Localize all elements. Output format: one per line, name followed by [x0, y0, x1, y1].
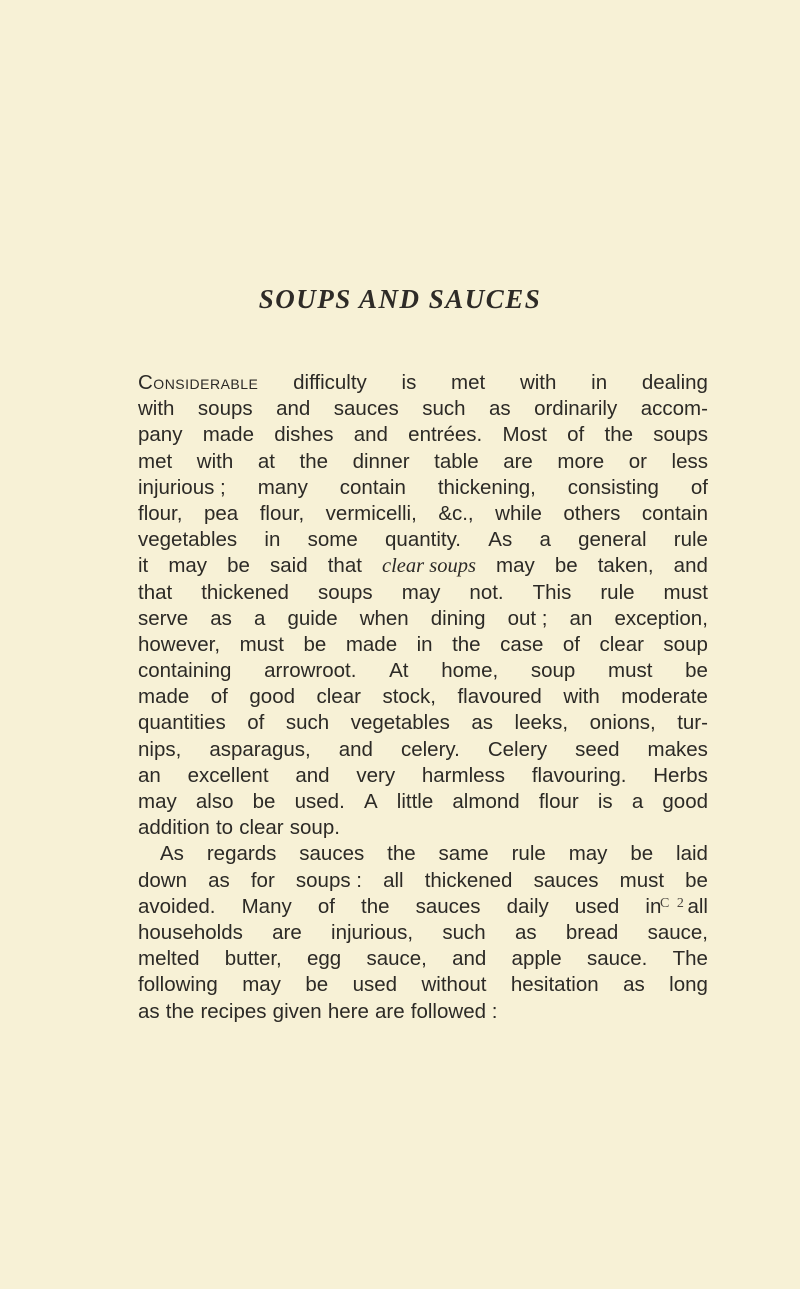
- word: vegetables: [138, 528, 238, 552]
- word: when: [359, 606, 409, 630]
- word: arrowroot.: [264, 659, 357, 683]
- word: Celery: [487, 737, 548, 761]
- word: as: [208, 868, 230, 892]
- word: such: [285, 711, 330, 735]
- word: pea: [203, 501, 239, 525]
- word: sauces: [415, 894, 481, 918]
- text-line: [138, 475, 708, 501]
- word: clear: [599, 632, 644, 656]
- paragraph-soups: [138, 370, 708, 841]
- word: This: [532, 580, 572, 604]
- word: onions,: [589, 711, 656, 735]
- word: very: [356, 763, 396, 787]
- word: flavoured: [457, 685, 542, 709]
- word: soups: [197, 397, 253, 421]
- word: soups: [653, 423, 708, 447]
- word: an: [138, 763, 161, 787]
- word: as: [623, 973, 645, 997]
- word: regards: [206, 842, 277, 866]
- body-text: [138, 370, 708, 1025]
- word: with: [138, 397, 175, 421]
- word: leeks,: [514, 711, 569, 735]
- word: be: [227, 554, 250, 578]
- word: be: [305, 973, 329, 997]
- text-line: [138, 972, 708, 998]
- word: it: [138, 554, 149, 578]
- text-line: [138, 920, 708, 946]
- word: be: [303, 632, 327, 656]
- word: are: [375, 999, 405, 1023]
- word: sauce,: [366, 947, 427, 971]
- word: flour,: [259, 501, 305, 525]
- word: egg: [307, 947, 342, 971]
- word: as: [488, 397, 511, 421]
- word: entrées.: [408, 423, 483, 447]
- word: as: [138, 999, 160, 1023]
- word: butter,: [224, 947, 282, 971]
- word: be: [554, 554, 578, 578]
- word: home,: [441, 659, 499, 683]
- word: At: [389, 659, 409, 683]
- word: a: [631, 790, 644, 813]
- word: celery.: [400, 737, 460, 761]
- text-line: [138, 396, 708, 422]
- page-title: SOUPS AND SAUCES: [258, 284, 542, 314]
- word: be: [252, 790, 276, 813]
- word: given: [272, 999, 322, 1023]
- text-line: [138, 580, 708, 606]
- word: may: [242, 973, 281, 997]
- word: flour,: [138, 501, 183, 525]
- word: following: [138, 973, 218, 997]
- word: may: [168, 554, 208, 578]
- word: addition: [138, 816, 210, 840]
- word: may: [401, 580, 441, 604]
- word: used: [574, 894, 620, 918]
- word: rule: [600, 580, 635, 604]
- word: in: [416, 632, 433, 656]
- word: soup.: [289, 816, 340, 840]
- text-line: [138, 632, 708, 658]
- text-line: [138, 658, 708, 684]
- word: Considerable: [138, 371, 259, 394]
- word: soup: [530, 659, 576, 683]
- word: of: [210, 685, 228, 709]
- word: apple: [511, 947, 562, 971]
- word: accom-: [640, 397, 708, 421]
- word: to: [215, 816, 234, 840]
- word: guide: [287, 606, 338, 630]
- text-line: [138, 868, 708, 894]
- word: some: [307, 528, 358, 552]
- word: thickened: [201, 580, 289, 604]
- word: clear soups: [382, 555, 476, 578]
- word: a: [539, 528, 551, 552]
- word: others: [563, 501, 621, 525]
- word: soups :: [295, 868, 362, 892]
- word: soups: [317, 580, 373, 604]
- word: general: [578, 528, 647, 552]
- word: ordinarily: [534, 397, 618, 421]
- word: more: [557, 449, 605, 473]
- word: dishes: [274, 423, 334, 447]
- word: seed: [575, 737, 620, 761]
- word: and: [276, 397, 311, 421]
- word: made: [202, 423, 254, 447]
- text-line: [138, 527, 708, 553]
- word: that: [327, 554, 362, 578]
- word: the: [299, 449, 328, 473]
- text-line: [138, 370, 708, 396]
- word: however,: [138, 632, 221, 656]
- word: in: [264, 528, 281, 552]
- word: met: [451, 371, 486, 394]
- paragraph-sauces: [138, 841, 708, 1024]
- word: recipes: [200, 999, 267, 1023]
- word: As: [488, 528, 513, 552]
- word: the: [452, 632, 481, 656]
- text-line: [138, 841, 708, 867]
- word: that: [138, 580, 173, 604]
- word: must: [619, 868, 665, 892]
- word: used: [352, 973, 398, 997]
- word: may: [138, 790, 177, 813]
- word: long: [669, 973, 708, 997]
- word: be: [630, 842, 654, 866]
- word: be: [685, 659, 708, 683]
- word: Many: [241, 894, 292, 918]
- text-line: [138, 501, 708, 527]
- word: sauces: [299, 842, 365, 866]
- word: soup: [663, 632, 708, 656]
- text-line: [138, 815, 708, 841]
- word: harmless: [421, 763, 506, 787]
- word: dealing: [641, 371, 708, 394]
- word: melted: [138, 947, 200, 971]
- word: hesitation: [510, 973, 599, 997]
- word: injurious,: [331, 920, 414, 944]
- word: sauce.: [586, 947, 648, 971]
- word: dinner: [352, 449, 410, 473]
- word: flavouring.: [531, 763, 627, 787]
- text-line: [138, 789, 708, 815]
- word: of: [690, 475, 708, 499]
- word: rule: [673, 528, 708, 552]
- word: sauces: [333, 397, 399, 421]
- word: tur-: [677, 711, 708, 735]
- text-line: [138, 999, 708, 1025]
- word: and: [338, 737, 373, 761]
- word: and: [353, 423, 388, 447]
- word: or: [628, 449, 647, 473]
- word: the: [361, 894, 390, 918]
- word: the: [165, 999, 195, 1023]
- text-line: [138, 606, 708, 632]
- word: Herbs: [653, 763, 708, 787]
- word: moderate: [621, 685, 708, 709]
- word: must: [608, 659, 653, 683]
- word: serve: [138, 606, 189, 630]
- word: flour: [538, 790, 579, 813]
- word: must: [663, 580, 708, 604]
- word: not.: [469, 580, 504, 604]
- word: sauce,: [647, 920, 708, 944]
- word: quantity.: [385, 528, 462, 552]
- text-line: [138, 894, 708, 920]
- word: less: [671, 449, 708, 473]
- word: of: [317, 894, 335, 918]
- word: be: [685, 868, 708, 892]
- word: all: [687, 894, 708, 918]
- word: sauces: [533, 868, 599, 892]
- word: consisting: [567, 475, 659, 499]
- word: many: [257, 475, 308, 499]
- word: clear: [239, 816, 284, 840]
- word: met: [138, 449, 173, 473]
- word: stock,: [382, 685, 436, 709]
- word: are: [272, 920, 302, 944]
- word: made: [138, 685, 190, 709]
- word: Most: [502, 423, 547, 447]
- text-line: [138, 946, 708, 972]
- word: and: [673, 554, 708, 578]
- word: are: [503, 449, 533, 473]
- word: also: [195, 790, 234, 813]
- signature-mark: C 2: [660, 896, 686, 911]
- word: is: [401, 371, 417, 394]
- word: contain: [339, 475, 406, 499]
- word: almond: [452, 790, 520, 813]
- word: dining: [430, 606, 486, 630]
- word: vermicelli,: [325, 501, 417, 525]
- word: quantities: [138, 711, 226, 735]
- word: of: [247, 711, 265, 735]
- word: daily: [506, 894, 549, 918]
- word: must: [239, 632, 284, 656]
- word: is: [597, 790, 613, 813]
- word: laid: [676, 842, 708, 866]
- word: The: [672, 947, 708, 971]
- word: may: [496, 554, 535, 578]
- text-line: [138, 737, 708, 763]
- word: clear: [316, 685, 361, 709]
- word: asparagus,: [209, 737, 311, 761]
- word: with: [563, 685, 600, 709]
- word: taken,: [597, 554, 654, 578]
- word: the: [387, 842, 416, 866]
- word: for: [250, 868, 275, 892]
- word: of: [562, 632, 580, 656]
- word: with: [519, 371, 557, 394]
- word: rule: [511, 842, 546, 866]
- word: households: [138, 920, 243, 944]
- word: in: [591, 371, 608, 394]
- word: and: [295, 763, 330, 787]
- word: a: [253, 606, 266, 630]
- text-line: [138, 684, 708, 710]
- word: such: [422, 397, 466, 421]
- word: vegetables: [350, 711, 450, 735]
- word: here: [327, 999, 369, 1023]
- word: injurious ;: [138, 475, 226, 499]
- word: avoided.: [138, 894, 216, 918]
- word: down: [138, 868, 188, 892]
- word: at: [257, 449, 275, 473]
- word: good: [662, 790, 708, 813]
- word: an: [569, 606, 593, 630]
- word: used.: [294, 790, 345, 813]
- text-line: [138, 449, 708, 475]
- text-line: [138, 763, 708, 789]
- text-line: [138, 553, 708, 579]
- word: contain: [641, 501, 708, 525]
- text-line: [138, 710, 708, 736]
- word: as: [471, 711, 494, 735]
- word: and: [452, 947, 487, 971]
- word: nips,: [138, 737, 182, 761]
- word: A: [363, 790, 378, 813]
- word: as: [514, 920, 537, 944]
- word: excellent: [187, 763, 269, 787]
- word: may: [568, 842, 608, 866]
- word: &c.,: [438, 501, 474, 525]
- word: makes: [647, 737, 708, 761]
- word: thickening,: [437, 475, 536, 499]
- word: exception,: [614, 606, 708, 630]
- word: out ;: [507, 606, 548, 630]
- word: containing: [138, 659, 232, 683]
- word: in: [645, 894, 662, 918]
- word: without: [421, 973, 487, 997]
- word: As: [160, 842, 184, 866]
- word: of: [567, 423, 585, 447]
- word: the: [604, 423, 633, 447]
- word: thickened: [424, 868, 513, 892]
- word: table: [434, 449, 479, 473]
- word: made: [345, 632, 398, 656]
- word: while: [495, 501, 542, 525]
- word: little: [396, 790, 434, 813]
- word: pany: [138, 423, 183, 447]
- word: all: [383, 868, 404, 892]
- word: case: [500, 632, 544, 656]
- word: good: [249, 685, 295, 709]
- word: such: [442, 920, 486, 944]
- word: as: [210, 606, 232, 630]
- word: with: [196, 449, 234, 473]
- text-line: [138, 422, 708, 448]
- word: followed :: [410, 999, 498, 1023]
- word: said: [270, 554, 308, 578]
- word: bread: [565, 920, 619, 944]
- word: same: [438, 842, 489, 866]
- word: difficulty: [293, 371, 367, 394]
